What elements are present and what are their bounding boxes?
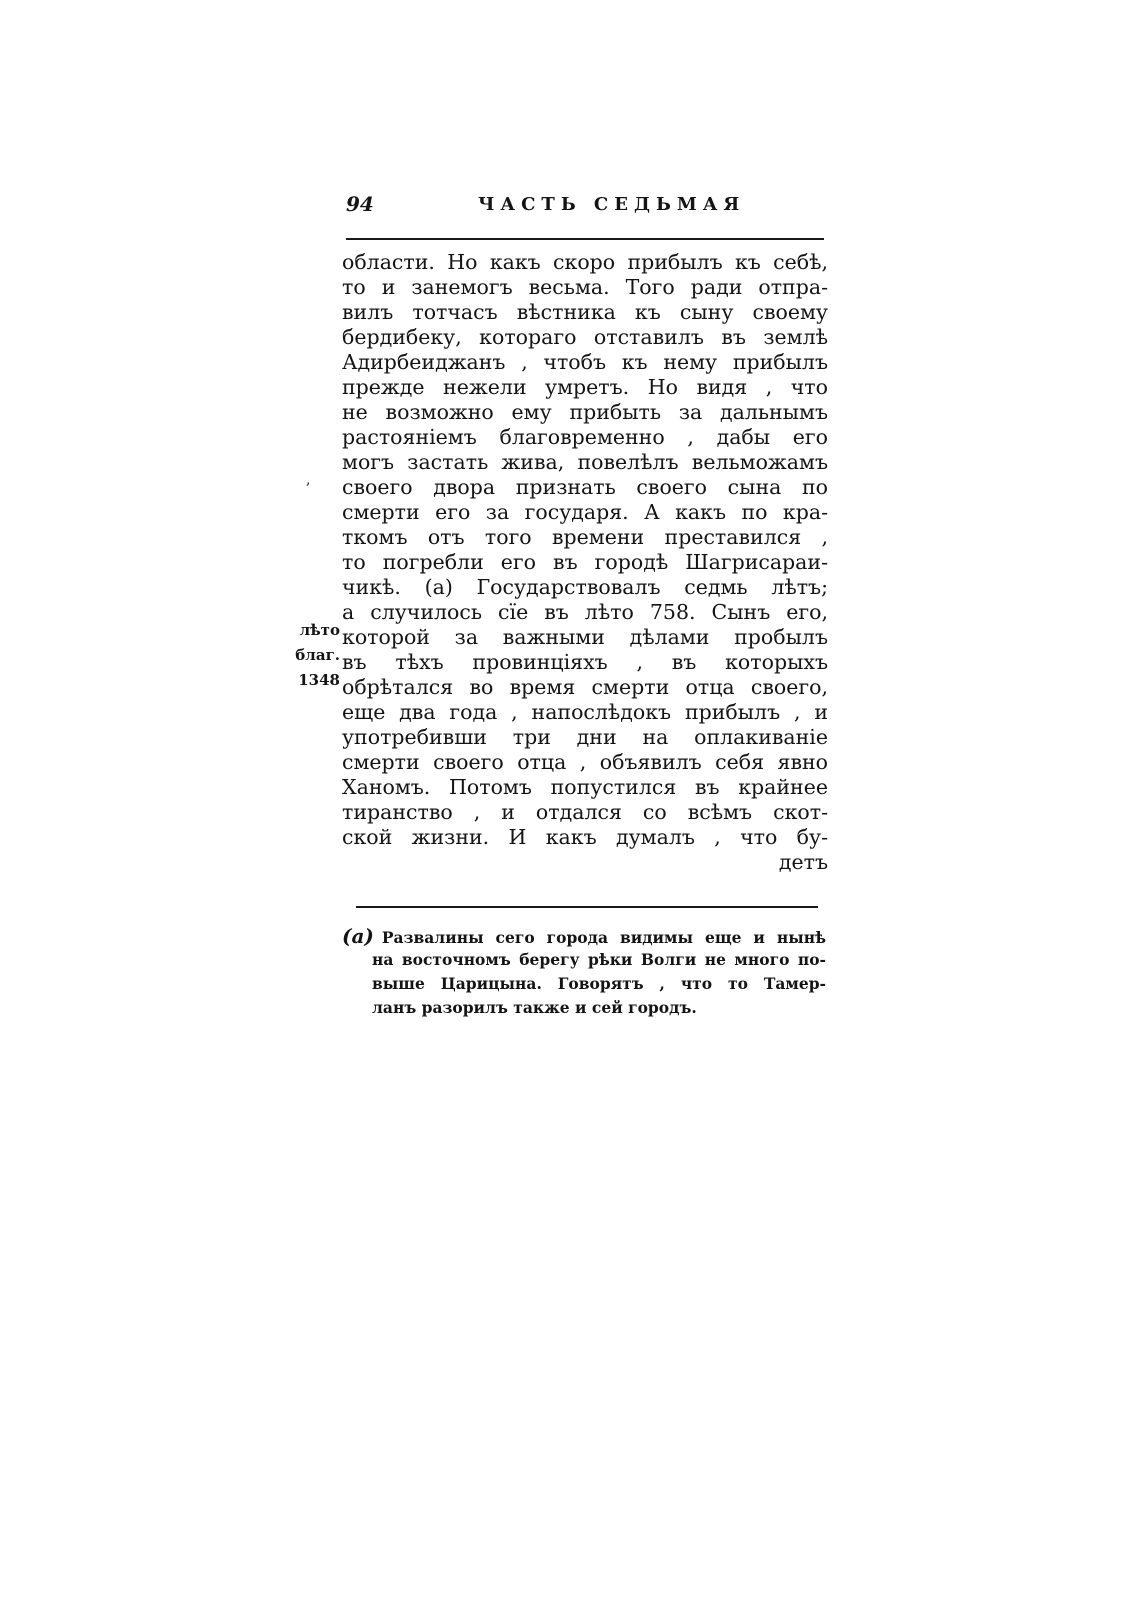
body-line: прежде нежели умретъ. Но видя , что — [342, 375, 828, 399]
footnote — [342, 924, 826, 1020]
body-line: вилъ тотчасъ вѣстника къ сыну своему — [342, 300, 828, 324]
body-line: смерти его за государя. А какъ по кра- — [342, 500, 828, 524]
page-header — [346, 192, 826, 222]
body-line: бердибеку, котораго отставилъ въ землѣ — [342, 325, 828, 349]
body-line: а случилось сїе въ лѣто 758. Сынъ его, — [342, 600, 828, 624]
body-line: то погребли его въ городѣ Шагрисараи- — [342, 550, 828, 574]
stray-mark: , — [306, 472, 311, 488]
body-line: растояніемъ благовременно , дабы его — [342, 425, 828, 449]
body-line: Адирбеиджанъ , чтобъ къ нему прибылъ — [342, 350, 828, 374]
margin-note-line: благ. — [295, 646, 340, 664]
page-number: 94 — [346, 192, 374, 216]
footnote-marker: (а) — [342, 924, 374, 948]
body-line: въ тѣхъ провинціяхъ , въ которыхъ — [342, 650, 828, 674]
body-line: употребивши три дни на оплакиваніе — [342, 725, 828, 749]
running-title: ЧАСТЬ СЕДЬМАЯ — [478, 194, 746, 215]
body-line: чикѣ. (а) Государствовалъ седмь лѣтъ; — [342, 575, 828, 599]
footnote-rule — [356, 906, 818, 908]
header-rule — [346, 238, 824, 240]
body-line: ткомъ отъ того времени преставился , — [342, 525, 828, 549]
body-line: своего двора признать своего сына по — [342, 475, 828, 499]
body-line: то и занемогъ весьма. Того ради отпра- — [342, 275, 828, 299]
body-line: тиранство , и отдался со всѣмъ скот- — [342, 800, 828, 824]
body-line: Ханомъ. Потомъ попустился въ крайнее — [342, 775, 828, 799]
margin-note-line: лѣто — [299, 621, 340, 639]
body-text — [342, 250, 828, 875]
footnote-line-text: Развалины сего города видимы еще и нынѣ — [381, 928, 826, 947]
margin-note-line: 1348 — [298, 671, 340, 689]
body-line: смерти своего отца , объявилъ себя явно — [342, 750, 828, 774]
margin-note — [282, 618, 340, 693]
footnote-line: на восточномъ берегу рѣки Волги не много по- — [372, 950, 826, 969]
body-line: не возможно ему прибыть за дальнымъ — [342, 400, 828, 424]
body-line: могъ застать жива, повелѣлъ вельможамъ — [342, 450, 828, 474]
catchword: детъ — [778, 850, 828, 874]
footnote-line: выше Царицына. Говорятъ , что то Тамер- — [372, 974, 826, 993]
body-line: обрѣтался во время смерти отца своего, — [342, 675, 828, 699]
footnote-line: ланъ разорилъ также и сей городъ. — [372, 998, 697, 1017]
body-line: которой за важными дѣлами пробылъ — [342, 625, 828, 649]
body-line: области. Но какъ скоро прибылъ къ себѣ, — [342, 250, 828, 274]
body-line: ской жизни. И какъ думалъ , что бу- — [342, 825, 828, 849]
footnote-line — [342, 924, 826, 948]
body-line: еще два года , напослѣдокъ прибылъ , и — [342, 700, 828, 724]
